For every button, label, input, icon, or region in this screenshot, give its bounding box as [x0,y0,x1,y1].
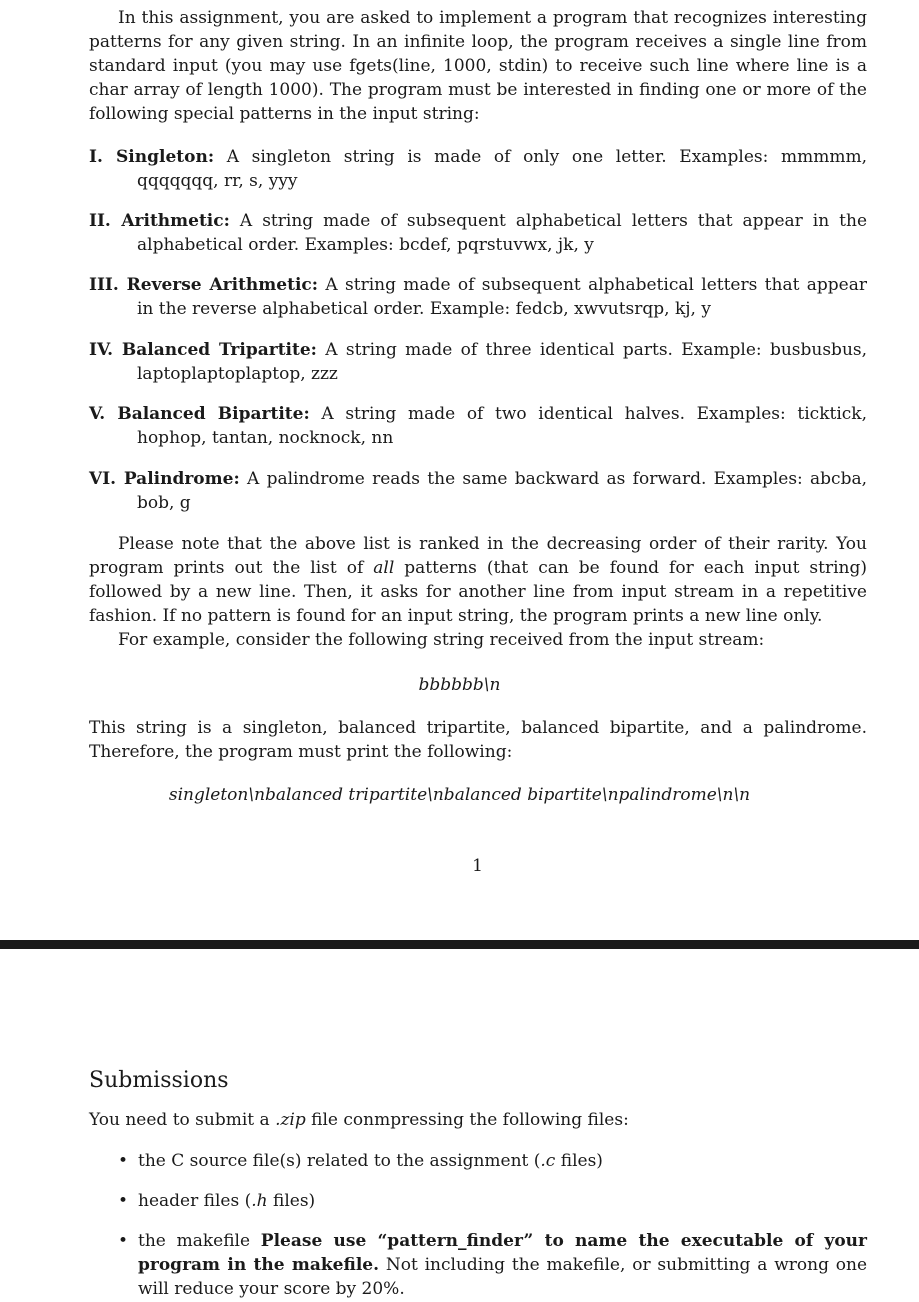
submission-intro: You need to submit a .zip file conmpressing the following files: [89,1110,629,1130]
pattern-reverse-arithmetic: III. Reverse Arithmetic: A string made of subsequent alphabetical letters that appear in the reverse alphabetical order. Example: fedcb, xwvutsrqp, kj, y [89,275,867,319]
section-title: Submissions [89,1068,229,1093]
example-intro: For example, consider the following string received from the input stream: [118,630,765,650]
pattern-balanced-tripartite: IV. Balanced Tripartite: A string made of three identical parts. Example: busbusbus, laptoplaptoplaptop, zzz [89,340,868,384]
list-item: • the C source file(s) related to the assignment (.c files) [118,1149,867,1173]
intro-paragraph: In this assignment, you are asked to implement a program that recognizes interesting patterns for any given string. In an infinite loop, the program receives a single line from standard input (you may use fgets(line, 1000, stdin) to receive such line where line is a char array of length 1000). The program must be interested in finding one or more of the following special patterns in the input string: [89,8,867,124]
example-input: bbbbbb\n [418,675,501,695]
page-number: 1 [472,856,483,876]
list-item: • the makefile Please use “pattern_finder” to name the executable of your program in the makefile. Not including the makefile, or submitting a wrong one will reduce your score by 20%. [118,1229,867,1301]
pattern-palindrome: VI. Palindrome: A palindrome reads the same backward as forward. Examples: abcba, bob, g [89,469,868,513]
example-explain: This string is a singleton, balanced tripartite, balanced bipartite, and a palindrome. Therefore, the program must print the following: [89,718,867,762]
pattern-arithmetic: II. Arithmetic: A string made of subsequent alphabetical letters that appear in the alphabetical order. Examples: bcdef, pqrstuvwx, jk, y [89,211,867,255]
note-paragraph: Please note that the above list is ranked in the decreasing order of their rarity. You program prints out the list of all patterns (that can be found for each input string) followed by a new line. Then, it asks for another line from input stream in a repetitive fashion. If no pattern is found for an input string, the program prints a new line only. [89,534,867,626]
pattern-balanced-bipartite: V. Balanced Bipartite: A string made of two identical halves. Examples: ticktick, hophop, tantan, nocknock, nn [89,404,867,448]
page-separator [0,940,919,949]
example-output: singleton\nbalanced tripartite\nbalanced bipartite\npalindrome\n\n [168,785,751,805]
page-two [0,949,919,1302]
pattern-singleton: I. Singleton: A singleton string is made of only one letter. Examples: mmmmm, qqqqqqq, rr, s, yyy [89,147,867,191]
list-item: • header files (.h files) [118,1189,867,1213]
